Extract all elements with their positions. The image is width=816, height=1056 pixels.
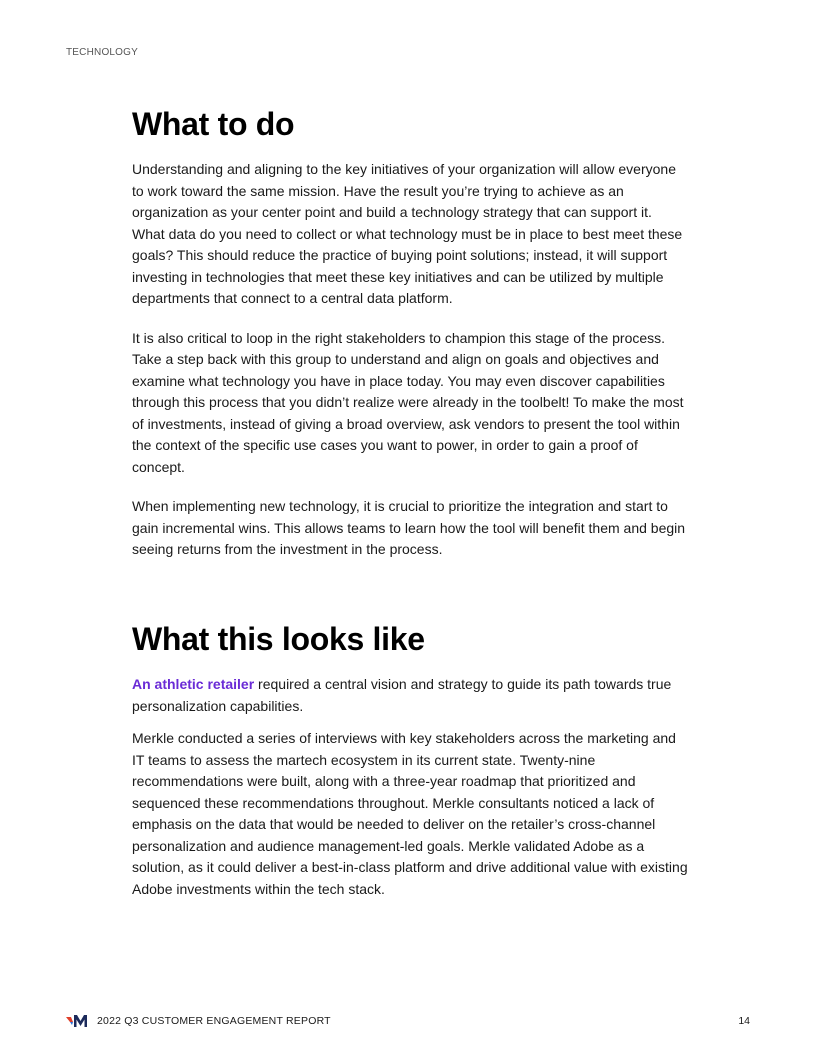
case-study-paragraph: Merkle conducted a series of interviews with key stakeholders across the marketing and IT teams to assess the martech ecosystem in its current state. Twenty-nine recommendations were built, along with a three-year roadmap that prioritized and sequenced these recommendations throughout. Merkle consultants noticed a lack of emphasis on the data that would be needed to deliver on the retailer’s cross-channel personalization and audience management-led goals. Merkle validated Adobe as a solution, as it could deliver a best-in-class platform and drive additional value with existing Adobe investments within the tech stack. — [132, 730, 688, 897]
page-footer — [66, 1012, 750, 1030]
case-study-intro — [132, 674, 688, 717]
what-this-looks-like-section — [132, 621, 688, 911]
page-number: 14 — [738, 1015, 750, 1027]
report-title: 2022 Q3 CUSTOMER ENGAGEMENT REPORT — [97, 1015, 331, 1027]
case-study-intro-text: required a central vision and strategy to guide its path towards true personalization capabilities. — [132, 676, 672, 714]
body-paragraph-3: When implementing new technology, it is crucial to prioritize the integration and start to gain incremental wins. This allows teams to learn how the tool will benefit them and begin seeing returns from the investment in the process. — [132, 498, 686, 557]
case-study-highlight: An athletic retailer — [132, 676, 255, 692]
what-to-do-section — [132, 106, 688, 579]
section-label: TECHNOLOGY — [66, 47, 139, 58]
body-paragraph-1: Understanding and aligning to the key initiatives of your organization will allow everyone to work toward the same mission. Have the result you’re trying to achieve as an organization as your center point and build a technology strategy that can support it. What data do you need to collect or what technology must be in place to best meet these goals? This should reduce the practice of buying point solutions; instead, it will support investing in technologies that meet these key initiatives and can be utilized by multiple departments that connect to a central data platform. — [132, 161, 683, 306]
section-heading-what-to-do: What to do — [132, 106, 295, 142]
body-paragraph-2: It is also critical to loop in the right stakeholders to champion this stage of the process. Take a step back with this group to understand and align on goals and objectives and examine what technology you have in place today. You may even discover capabilities through this process that you didn’t realize were already in the toolbelt! To make the most of investments, instead of giving a broad overview, ask vendors to present the tool within the context of the specific use cases you want to power, in order to gain a proof of concept. — [132, 329, 684, 475]
section-heading-what-this-looks-like: What this looks like — [132, 621, 425, 657]
merkle-logo-icon — [66, 1014, 88, 1028]
